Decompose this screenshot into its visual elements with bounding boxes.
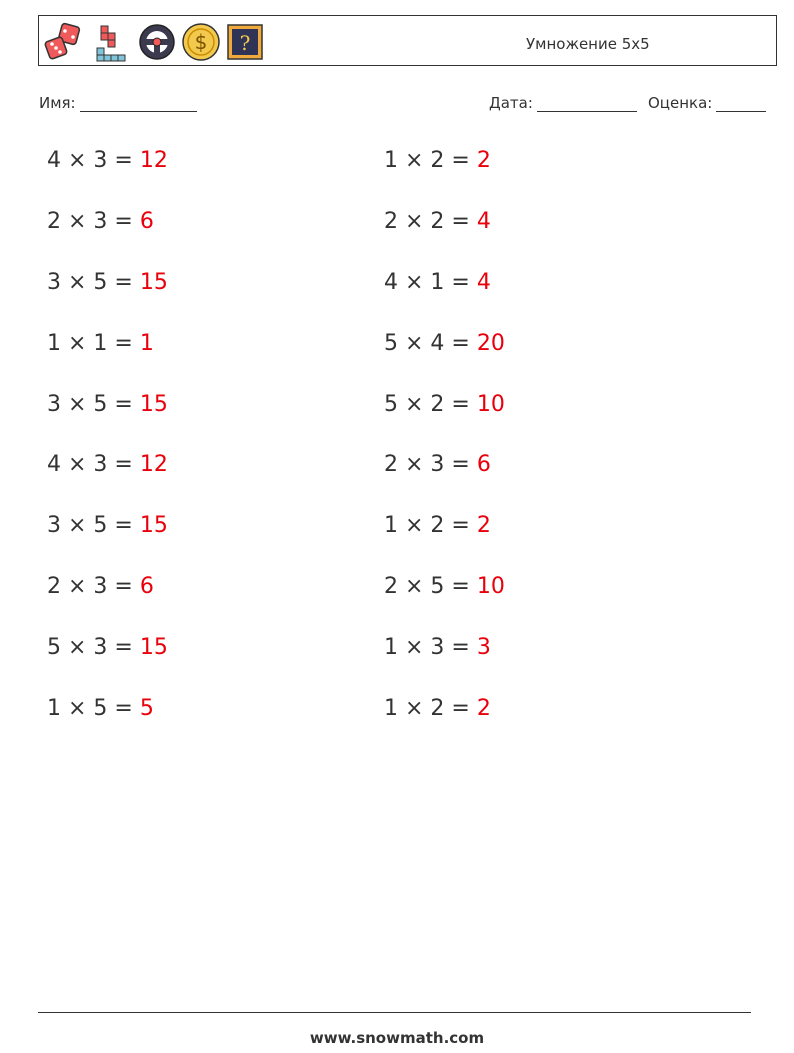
name-blank: [80, 97, 197, 112]
footer-url: www.snowmath.com: [309, 1029, 485, 1047]
problem-answer: 5: [139, 696, 154, 721]
worksheet-title: Умножение 5x5: [526, 35, 650, 53]
problem-question: 1 × 5 =: [47, 696, 140, 721]
problem: [384, 148, 491, 173]
problem: [384, 331, 505, 356]
problem-question: 5 × 2 =: [384, 392, 477, 417]
problem: [384, 452, 491, 477]
svg-text:$: $: [194, 30, 208, 54]
problem-answer: 12: [139, 148, 168, 173]
problem-answer: 10: [476, 392, 505, 417]
problem: [384, 270, 491, 295]
dice-icon: [43, 22, 83, 62]
problem: [47, 270, 168, 295]
problem-answer: 4: [476, 209, 491, 234]
problem: [47, 209, 154, 234]
problem-question: 2 × 3 =: [384, 452, 477, 477]
problem: [47, 513, 168, 538]
problem-question: 1 × 3 =: [384, 635, 477, 660]
problem-question: 1 × 2 =: [384, 513, 477, 538]
tetris-blocks-icon: [91, 22, 131, 62]
problem: [47, 392, 168, 417]
problem-answer: 12: [139, 452, 168, 477]
name-field: [39, 94, 197, 112]
name-label: Имя:: [39, 94, 76, 112]
svg-text:?: ?: [239, 31, 251, 55]
problem: [47, 452, 168, 477]
question-box-icon: [225, 22, 265, 62]
date-label: Дата:: [489, 94, 533, 112]
problem-answer: 15: [139, 635, 168, 660]
problem-answer: 1: [139, 331, 154, 356]
problem: [384, 392, 505, 417]
problem-answer: 4: [476, 270, 491, 295]
problem-question: 1 × 2 =: [384, 696, 477, 721]
date-field: [489, 94, 637, 112]
problem: [384, 696, 491, 721]
grade-label: Оценка:: [648, 94, 713, 112]
problem: [384, 574, 505, 599]
grade-field: [648, 94, 766, 112]
problem-answer: 6: [476, 452, 491, 477]
problem: [47, 331, 154, 356]
problem-answer: 6: [139, 209, 154, 234]
problem-question: 5 × 3 =: [47, 635, 140, 660]
problem-answer: 10: [476, 574, 505, 599]
problem-answer: 15: [139, 392, 168, 417]
problem-question: 4 × 1 =: [384, 270, 477, 295]
problem-question: 1 × 2 =: [384, 148, 477, 173]
problem: [47, 635, 168, 660]
problem-answer: 20: [476, 331, 505, 356]
problem-answer: 2: [476, 148, 491, 173]
date-blank: [537, 97, 637, 112]
problem-question: 3 × 5 =: [47, 270, 140, 295]
problem-question: 2 × 5 =: [384, 574, 477, 599]
problem-question: 3 × 5 =: [47, 392, 140, 417]
problem-answer: 6: [139, 574, 154, 599]
header-box: [38, 15, 777, 66]
problem-question: 1 × 1 =: [47, 331, 140, 356]
problem: [384, 635, 491, 660]
problem-question: 2 × 3 =: [47, 209, 140, 234]
problem: [384, 513, 491, 538]
problem-question: 2 × 3 =: [47, 574, 140, 599]
problem-question: 4 × 3 =: [47, 148, 140, 173]
problem: [47, 696, 154, 721]
problem-answer: 3: [476, 635, 491, 660]
problem-answer: 15: [139, 513, 168, 538]
problem-answer: 2: [476, 513, 491, 538]
steering-wheel-icon: [137, 22, 177, 62]
footer-divider: [38, 1012, 751, 1013]
problem-answer: 2: [476, 696, 491, 721]
problem-question: 5 × 4 =: [384, 331, 477, 356]
problem-question: 2 × 2 =: [384, 209, 477, 234]
problem: [47, 148, 168, 173]
problem-answer: 15: [139, 270, 168, 295]
problem: [384, 209, 491, 234]
problem-question: 3 × 5 =: [47, 513, 140, 538]
problem: [47, 574, 154, 599]
grade-blank: [716, 97, 766, 112]
problem-question: 4 × 3 =: [47, 452, 140, 477]
dollar-coin-icon: [181, 22, 221, 62]
